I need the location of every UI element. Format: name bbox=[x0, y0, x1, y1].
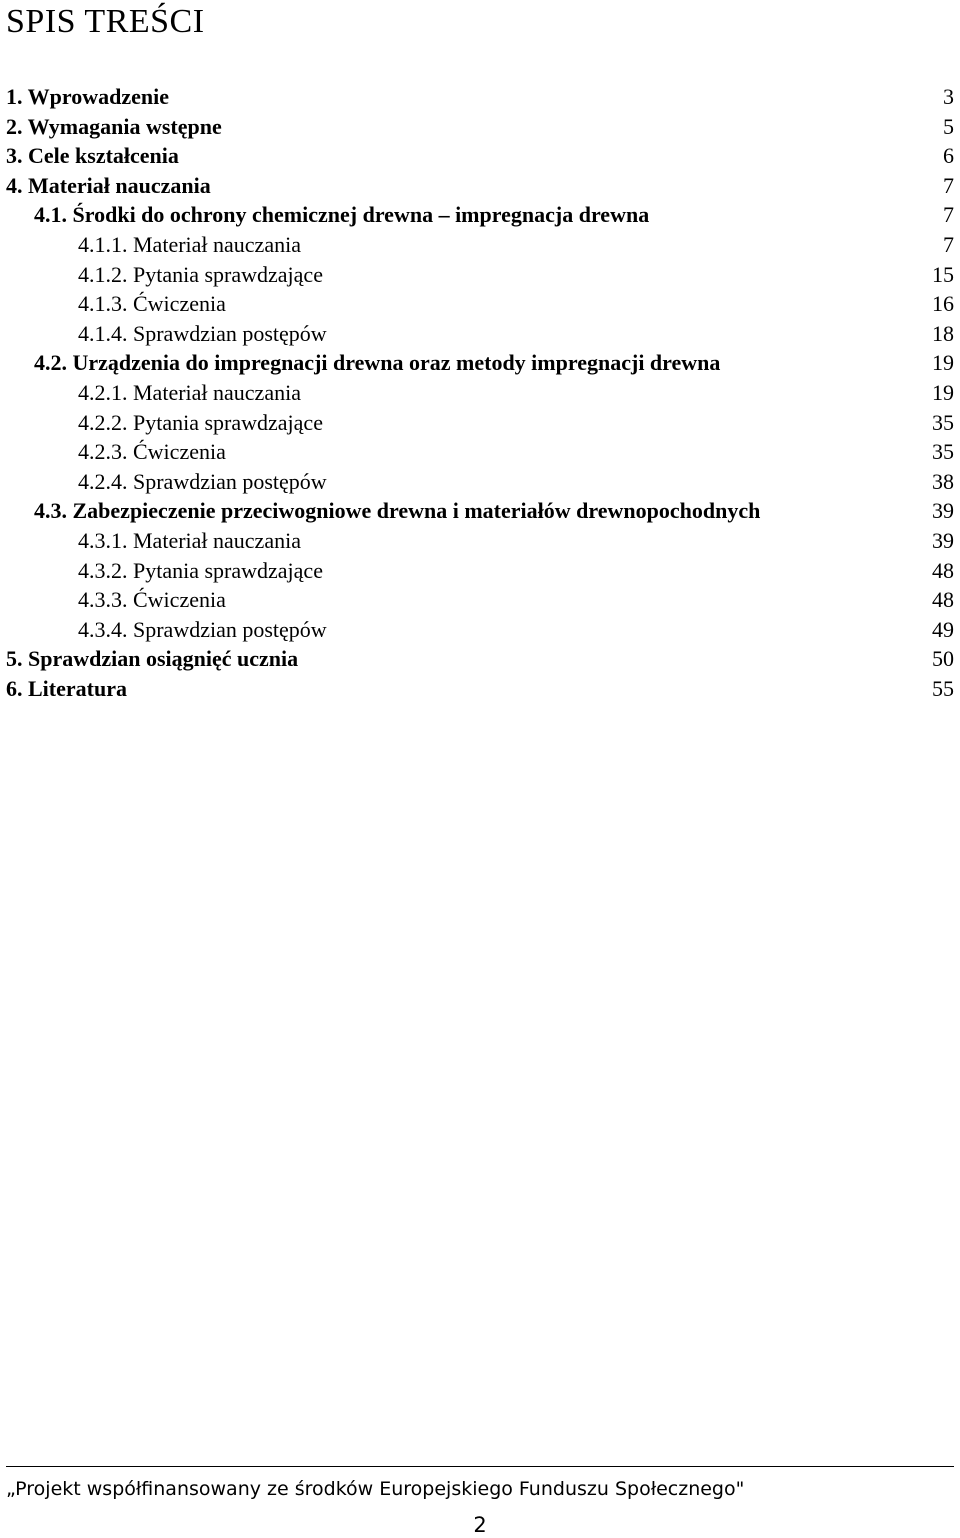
toc-entry-page: 18 bbox=[932, 320, 954, 346]
toc-entry[interactable] bbox=[0, 112, 960, 142]
toc-entry-label: 4.1.2. Pytania sprawdzające bbox=[78, 261, 323, 287]
toc-entry-page: 15 bbox=[932, 261, 954, 287]
toc-entry[interactable] bbox=[0, 674, 960, 704]
toc-entry-page: 7 bbox=[943, 202, 954, 228]
toc-entry-label: 4.2.2. Pytania sprawdzające bbox=[78, 409, 323, 435]
table-of-contents bbox=[0, 82, 960, 703]
toc-entry[interactable] bbox=[0, 496, 960, 526]
toc-entry-label: 4.3.3. Ćwiczenia bbox=[78, 587, 226, 613]
toc-entry[interactable] bbox=[0, 260, 960, 290]
toc-entry-page: 19 bbox=[932, 379, 954, 405]
toc-entry[interactable] bbox=[0, 615, 960, 645]
toc-entry-page: 49 bbox=[932, 616, 954, 642]
page-title: SPIS TREŚCI bbox=[6, 3, 205, 40]
toc-entry-label: 4. Materiał nauczania bbox=[6, 172, 211, 198]
toc-entry[interactable] bbox=[0, 141, 960, 171]
toc-entry-label: 6. Literatura bbox=[6, 675, 127, 701]
toc-entry-page: 6 bbox=[943, 143, 954, 169]
toc-entry-page: 35 bbox=[932, 409, 954, 435]
footer-text: „Projekt współfinansowany ze środków Europejskiego Funduszu Społecznego" bbox=[6, 1478, 745, 1500]
toc-entry[interactable] bbox=[0, 437, 960, 467]
toc-entry-label: 4.2.4. Sprawdzian postępów bbox=[78, 468, 327, 494]
toc-entry-label: 4.1.4. Sprawdzian postępów bbox=[78, 320, 327, 346]
toc-entry-page: 19 bbox=[932, 350, 954, 376]
toc-entry-page: 5 bbox=[943, 113, 954, 139]
toc-entry-label: 3. Cele kształcenia bbox=[6, 143, 179, 169]
toc-entry[interactable] bbox=[0, 556, 960, 586]
toc-entry-label: 4.3.1. Materiał nauczania bbox=[78, 527, 301, 553]
toc-entry-page: 48 bbox=[932, 557, 954, 583]
toc-entry-label: 4.2. Urządzenia do impregnacji drewna oraz metody impregnacji drewna bbox=[34, 350, 721, 376]
toc-entry-page: 39 bbox=[932, 527, 954, 553]
toc-entry-label: 4.1. Środki do ochrony chemicznej drewna – impregnacja drewna bbox=[34, 202, 650, 228]
toc-entry[interactable] bbox=[0, 348, 960, 378]
toc-entry[interactable] bbox=[0, 82, 960, 112]
toc-entry[interactable] bbox=[0, 319, 960, 349]
toc-entry-page: 55 bbox=[932, 675, 954, 701]
toc-entry[interactable] bbox=[0, 230, 960, 260]
toc-entry-page: 16 bbox=[932, 291, 954, 317]
toc-entry-label: 5. Sprawdzian osiągnięć ucznia bbox=[6, 646, 299, 672]
toc-entry[interactable] bbox=[0, 644, 960, 674]
toc-entry-page: 38 bbox=[932, 468, 954, 494]
toc-entry-label: 4.1.1. Materiał nauczania bbox=[78, 231, 301, 257]
toc-entry[interactable] bbox=[0, 200, 960, 230]
toc-entry-label: 4.2.3. Ćwiczenia bbox=[78, 439, 226, 465]
footer-divider bbox=[6, 1466, 954, 1467]
toc-entry-page: 7 bbox=[943, 172, 954, 198]
toc-entry-page: 50 bbox=[932, 646, 954, 672]
toc-entry-label: 4.3.4. Sprawdzian postępów bbox=[78, 616, 327, 642]
toc-entry-label: 1. Wprowadzenie bbox=[6, 84, 169, 109]
page-number: 2 bbox=[473, 1513, 487, 1537]
toc-entry[interactable] bbox=[0, 289, 960, 319]
toc-entry-page: 7 bbox=[943, 231, 954, 257]
toc-entry-page: 3 bbox=[943, 84, 954, 109]
toc-entry-page: 48 bbox=[932, 587, 954, 613]
toc-entry-label: 4.2.1. Materiał nauczania bbox=[78, 379, 301, 405]
toc-entry-label: 2. Wymagania wstępne bbox=[6, 113, 222, 139]
toc-entry-label: 4.3.2. Pytania sprawdzające bbox=[78, 557, 323, 583]
toc-entry[interactable] bbox=[0, 526, 960, 556]
toc-entry-page: 39 bbox=[932, 498, 954, 524]
toc-entry[interactable] bbox=[0, 171, 960, 201]
toc-entry[interactable] bbox=[0, 585, 960, 615]
toc-entry[interactable] bbox=[0, 378, 960, 408]
toc-entry-label: 4.3. Zabezpieczenie przeciwogniowe drewna i materiałów drewnopochodnych bbox=[34, 498, 761, 524]
toc-entry[interactable] bbox=[0, 467, 960, 497]
toc-entry-page: 35 bbox=[932, 439, 954, 465]
toc-entry-label: 4.1.3. Ćwiczenia bbox=[78, 291, 226, 317]
toc-entry[interactable] bbox=[0, 408, 960, 438]
